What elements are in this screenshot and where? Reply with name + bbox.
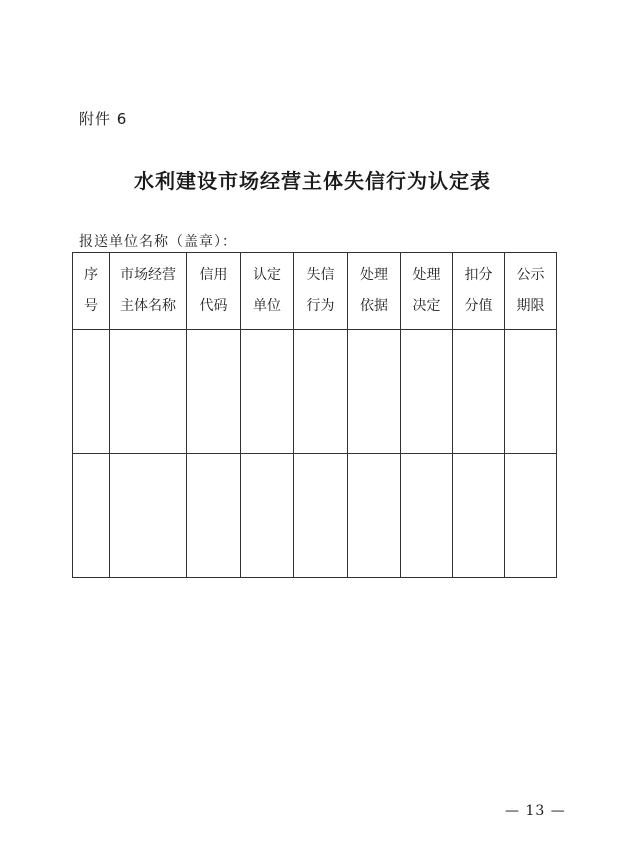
table-cell <box>187 330 241 454</box>
table-cell <box>505 454 557 578</box>
table-cell <box>241 454 294 578</box>
table-cell <box>73 454 110 578</box>
table-cell <box>294 454 348 578</box>
table-cell <box>453 330 505 454</box>
table-cell <box>453 454 505 578</box>
header-deduction-points: 扣分 分值 <box>453 253 505 330</box>
header-handling-decision: 处理 决定 <box>401 253 453 330</box>
header-credit-code: 信用 代码 <box>187 253 241 330</box>
table-header-row <box>73 253 557 330</box>
table-cell <box>294 330 348 454</box>
table-row <box>73 330 557 454</box>
table-cell <box>401 330 453 454</box>
table-cell <box>73 330 110 454</box>
header-serial-number: 序 号 <box>73 253 110 330</box>
submit-unit-label: 报送单位名称（盖章）： <box>79 234 237 250</box>
table-cell <box>110 454 187 578</box>
header-handling-basis: 处理 依据 <box>348 253 401 330</box>
table-cell <box>348 330 401 454</box>
table-cell <box>348 454 401 578</box>
table-cell <box>110 330 187 454</box>
header-entity-name: 市场经营 主体名称 <box>110 253 187 330</box>
record-table <box>72 252 557 578</box>
page-number: — 13 — <box>505 803 566 819</box>
table-row <box>73 454 557 578</box>
table-cell <box>241 330 294 454</box>
header-publicity-period: 公示 期限 <box>505 253 557 330</box>
table-cell <box>401 454 453 578</box>
document-title: 水利建设市场经营主体失信行为认定表 <box>134 169 491 193</box>
table-cell <box>505 330 557 454</box>
header-determining-unit: 认定 单位 <box>241 253 294 330</box>
attachment-label: 附件 6 <box>79 110 128 128</box>
header-dishonest-behavior: 失信 行为 <box>294 253 348 330</box>
table-cell <box>187 454 241 578</box>
